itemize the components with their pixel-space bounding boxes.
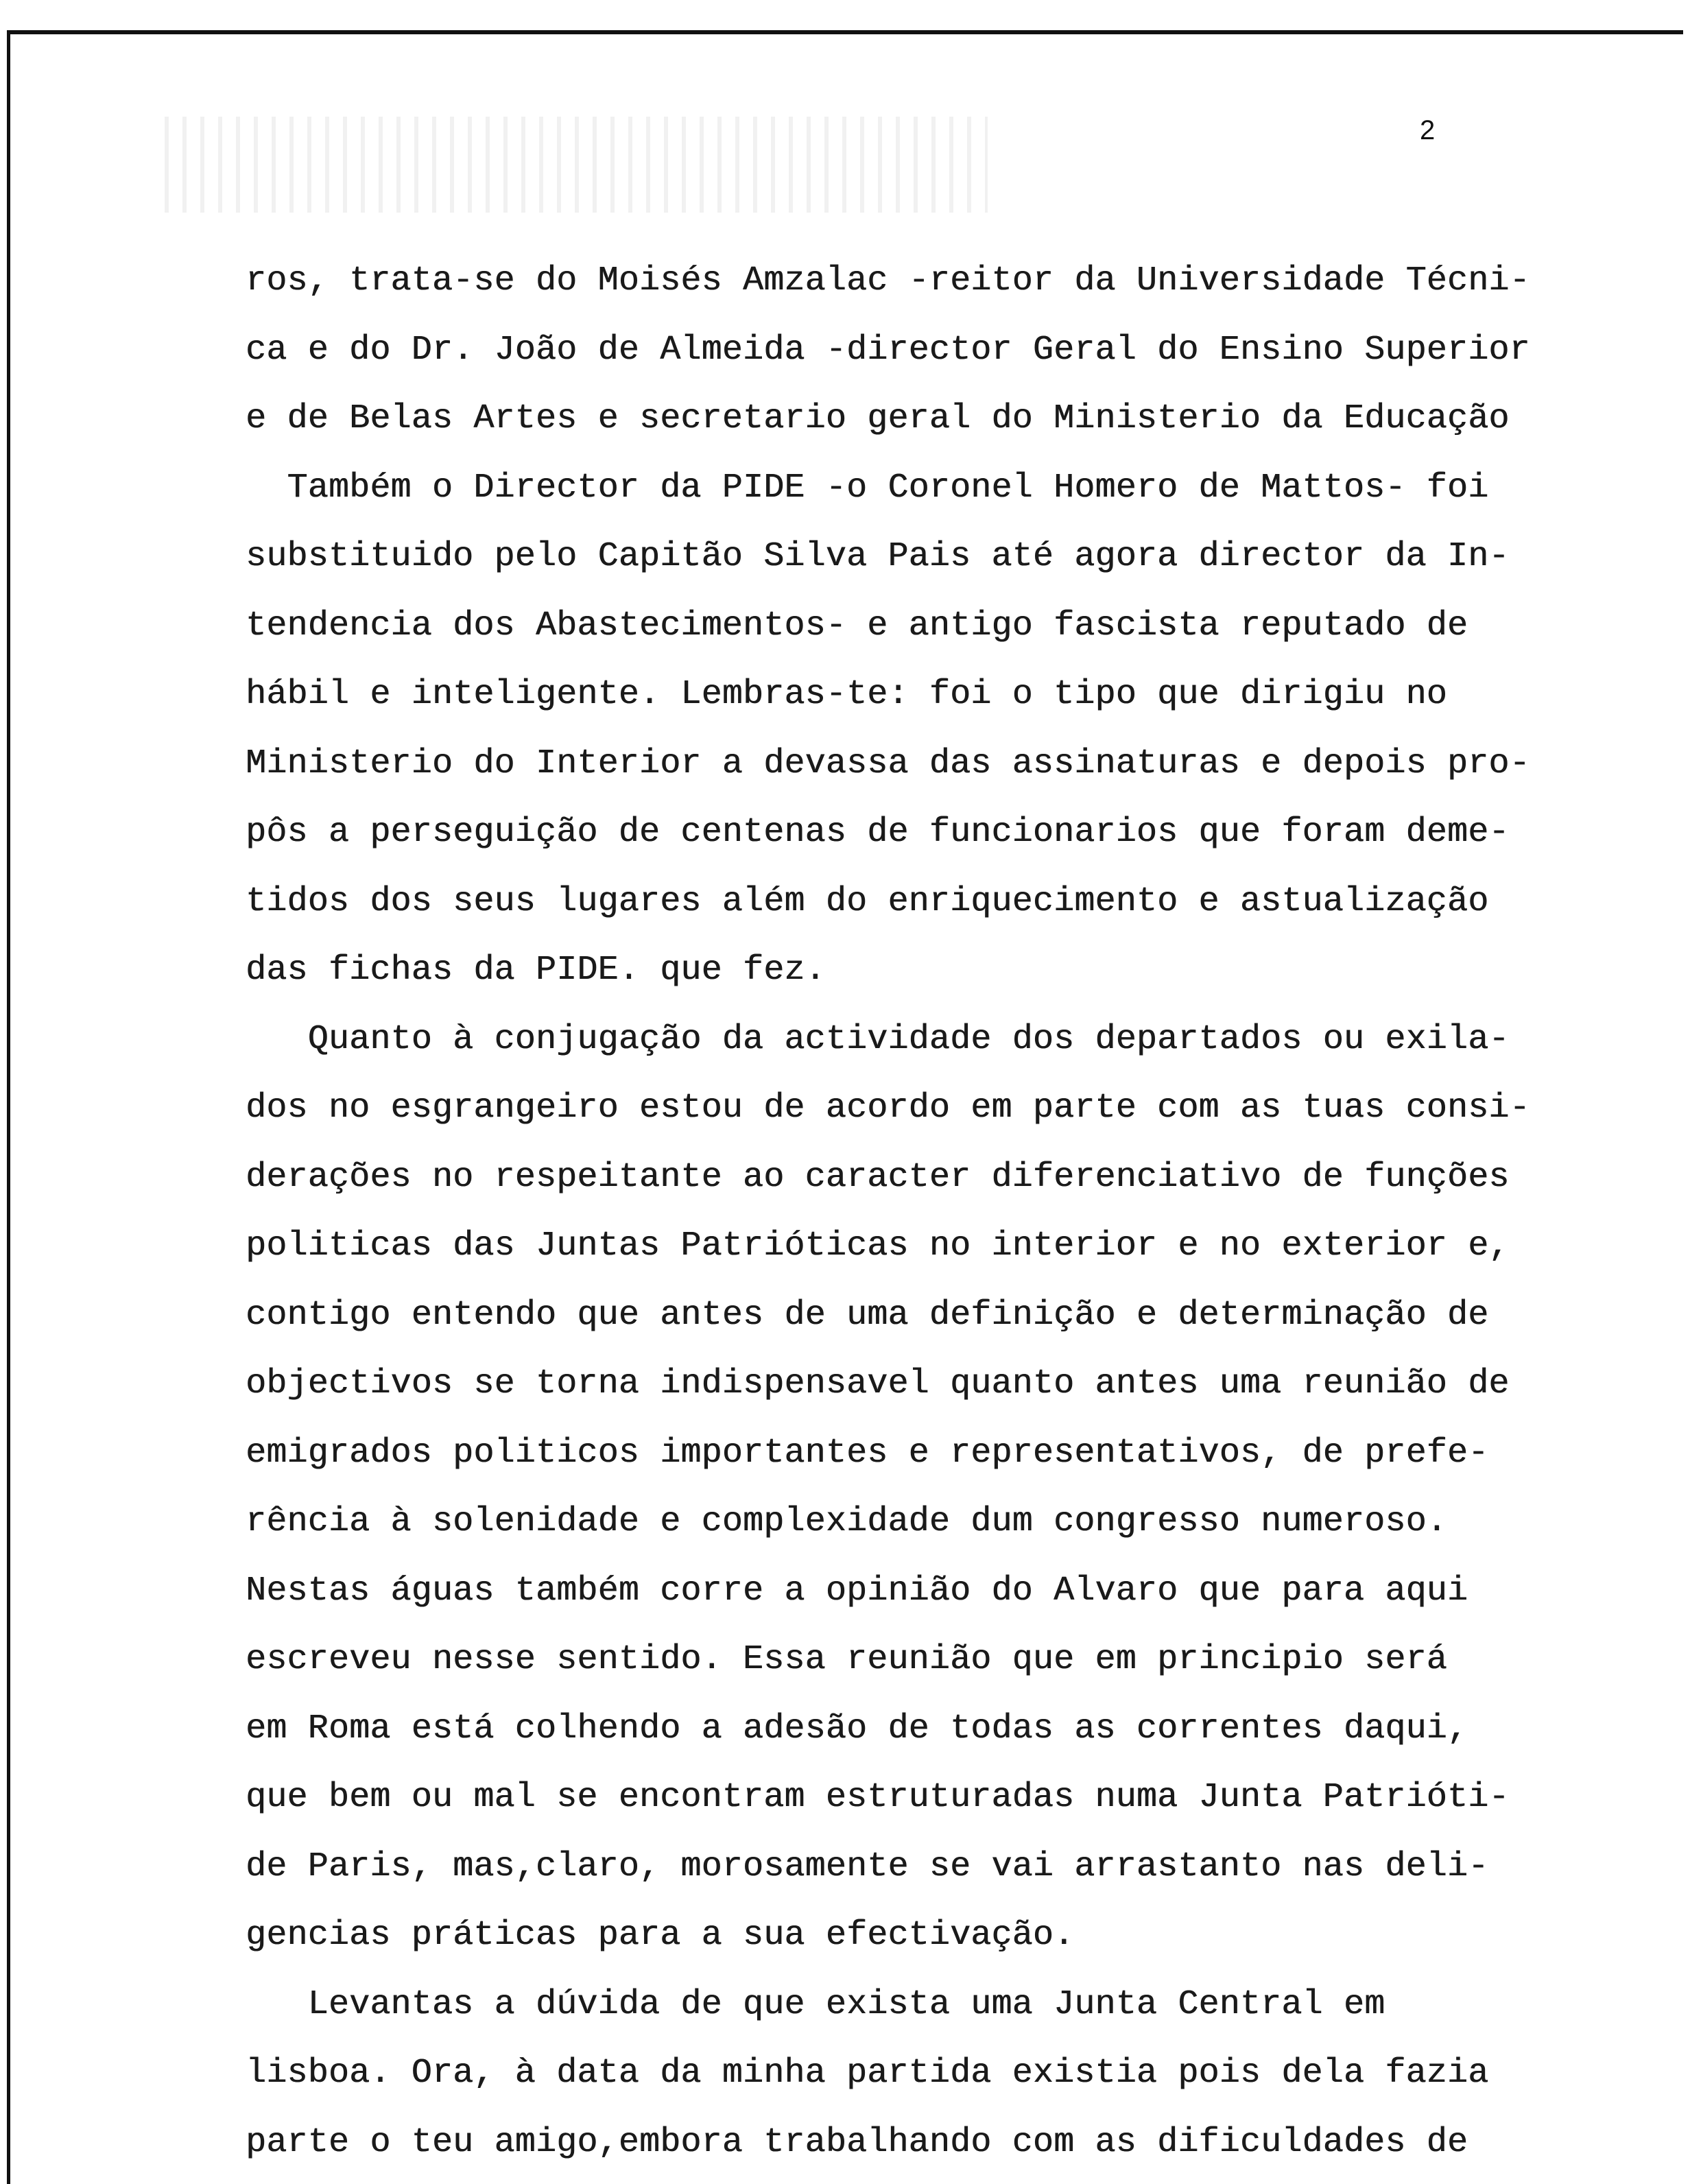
page-left-edge xyxy=(7,30,10,2184)
text-line: ca e do Dr. João de Almeida -director Geral do Ensino Superior xyxy=(246,330,1530,370)
text-line: derações no respeitante ao caracter diferenciativo de funções xyxy=(246,1157,1510,1197)
text-line: de Paris, mas,claro, morosamente se vai arrastanto nas deli- xyxy=(246,1847,1489,1886)
text-line: em Roma está colhendo a adesão de todas as correntes daqui, xyxy=(246,1709,1468,1748)
text-line: e de Belas Artes e secretario geral do Ministerio da Educação xyxy=(246,399,1510,438)
text-line: pôs a perseguição de centenas de funcionarios que foram deme- xyxy=(246,813,1510,852)
text-line: Quanto à conjugação da actividade dos departados ou exila- xyxy=(246,1019,1510,1059)
text-line: hábil e inteligente. Lembras-te: foi o tipo que dirigiu no xyxy=(246,675,1447,714)
typed-letter-body xyxy=(246,247,1535,2177)
page-top-edge xyxy=(7,30,1683,34)
text-line: que bem ou mal se encontram estruturadas numa Junta Patrióti- xyxy=(246,1778,1510,1817)
text-line: dos no esgrangeiro estou de acordo em parte com as tuas consi- xyxy=(246,1089,1530,1128)
text-line: das fichas da PIDE. que fez. xyxy=(246,951,826,990)
text-line: Nestas águas também corre a opinião do Alvaro que para aqui xyxy=(246,1571,1468,1611)
text-line: emigrados politicos importantes e representativos, de prefe- xyxy=(246,1433,1489,1473)
text-line: parte o teu amigo,embora trabalhando com as dificuldades de xyxy=(246,2122,1468,2162)
text-line: Levantas a dúvida de que exista uma Junta Central em xyxy=(246,1984,1385,2024)
text-line: tendencia dos Abastecimentos- e antigo fascista reputado de xyxy=(246,606,1468,645)
text-line: gencias práticas para a sua efectivação. xyxy=(246,1916,1075,1955)
text-line: rência à solenidade e complexidade dum congresso numeroso. xyxy=(246,1502,1447,1541)
page-number: 2 xyxy=(1420,115,1436,145)
text-line: substituido pelo Capitão Silva Pais até agora director da In- xyxy=(246,537,1510,576)
text-line: tidos dos seus lugares além do enriquecimento e astualização xyxy=(246,881,1489,921)
text-line: Também o Director da PIDE -o Coronel Homero de Mattos- foi xyxy=(246,468,1489,508)
faint-bleedthrough-text xyxy=(165,117,988,213)
text-line: contigo entendo que antes de uma definição e determinação de xyxy=(246,1295,1489,1335)
text-line: politicas das Juntas Patrióticas no interior e no exterior e, xyxy=(246,1226,1510,1266)
text-line: lisboa. Ora, à data da minha partida existia pois dela fazia xyxy=(246,2054,1489,2093)
text-line: Ministerio do Interior a devassa das assinaturas e depois pro- xyxy=(246,744,1530,783)
text-line: escreveu nesse sentido. Essa reunião que em principio será xyxy=(246,1640,1447,1679)
text-line: objectivos se torna indispensavel quanto antes uma reunião de xyxy=(246,1364,1510,1403)
text-line: ros, trata-se do Moisés Amzalac -reitor da Universidade Técni- xyxy=(246,261,1530,300)
